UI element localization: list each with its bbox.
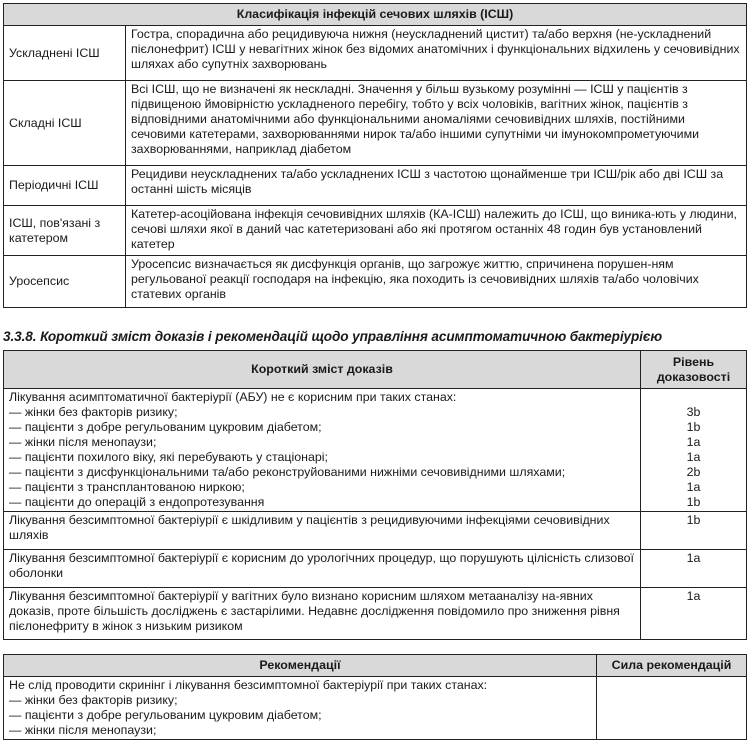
level-value: 1a xyxy=(641,588,747,640)
classification-title: Класифікація інфекцій сечових шляхів (ІСШ) xyxy=(4,4,747,26)
level-value: 1b xyxy=(641,512,747,550)
classification-description: Гостра, спорадична або рецидивуюча нижня (неускладнений цистит) та/або верхня (не-ускладнений пієлонефрит) ІСШ у невагітних жінок без відомих анатомічних і функціональних відхилень у сечовивідних шляхах або супутніх захворювань xyxy=(126,26,747,81)
evidence-item: — жінки після менопаузи; xyxy=(9,435,157,449)
strength-cell xyxy=(597,677,747,740)
evidence-cell: Лікування безсимптомної бактеріурії є корисним до урологічних процедур, що порушують цілісність слизової оболонки xyxy=(4,550,641,588)
classification-description: Уросепсис визначається як дисфункція органів, що загрожує життю, спричинена порушен-ням регульованої реакції господаря на інфекцію, яка походить із сечовивідних шляхів та/або чоловічих статевих органів xyxy=(126,256,747,308)
evidence-col-header: Короткий зміст доказів xyxy=(4,351,641,389)
recommendations-col-header: Рекомендації xyxy=(4,655,597,677)
evidence-item: — жінки без факторів ризику; xyxy=(9,405,178,419)
level-value: 1b xyxy=(686,495,701,509)
level-value: 1a xyxy=(686,480,701,494)
level-value: 2b xyxy=(686,465,701,479)
classification-name: Ускладнені ІСШ xyxy=(4,26,126,81)
evidence-item: — пацієнти похилого віку, які перебувають у стаціонарі; xyxy=(9,450,328,464)
evidence-item: — пацієнти з дисфункціональними та/або реконструйованими нижніми сечовивідними шляхами; xyxy=(9,465,566,479)
evidence-intro: Лікування асимптоматичної бактеріурії (АБУ) не є корисним при таких станах: xyxy=(9,390,457,404)
recommendation-item: — жінки без факторів ризику; xyxy=(9,693,178,707)
recommendation-intro: Не слід проводити скринінг і лікування безсимптомної бактеріурії при таких станах: xyxy=(9,678,488,692)
evidence-cell xyxy=(4,389,641,512)
classification-name: Складні ІСШ xyxy=(4,81,126,166)
recommendation-item: — пацієнти з добре регульованим цукровим діабетом; xyxy=(9,708,322,722)
level-value: 1a xyxy=(686,435,701,449)
recommendation-item: — жінки після менопаузи; xyxy=(9,723,157,737)
recommendation-cell xyxy=(4,677,597,740)
section-heading: 3.3.8. Короткий зміст доказів і рекомендацій щодо управління асимптоматичною бактеріурією xyxy=(3,329,663,344)
level-value: 1a xyxy=(641,550,747,588)
level-col-header: Рівень доказовості xyxy=(641,351,747,389)
classification-description: Рецидиви неускладнених та/або ускладнених ІСШ з частотою щонайменше три ІСШ/рік або дві ІСШ за останні шість місяців xyxy=(126,166,747,206)
classification-name: ІСШ, пов'язані з катетером xyxy=(4,206,126,256)
evidence-cell: Лікування безсимптомної бактеріурії є шкідливим у пацієнтів з рецидивуючими інфекціями сечовивідних шляхів xyxy=(4,512,641,550)
level-cell xyxy=(641,389,747,512)
classification-description: Катетер-асоційована інфекція сечовивідних шляхів (КА-ІСШ) належить до ІСШ, що виника-ють у людини, сечові шляхи якої в даний час катетеризовані або які протягом останніх 48 годин був установлений катетер xyxy=(126,206,747,256)
classification-name: Уросепсис xyxy=(4,256,126,308)
recommendations-table xyxy=(3,654,747,740)
evidence-table xyxy=(3,350,747,640)
classification-name: Періодичні ІСШ xyxy=(4,166,126,206)
evidence-item: — пацієнти з добре регульованим цукровим діабетом; xyxy=(9,420,322,434)
level-value: 3b xyxy=(686,405,701,419)
strength-col-header: Сила рекомендацій xyxy=(597,655,747,677)
level-value: 1a xyxy=(686,450,701,464)
classification-table xyxy=(3,3,747,308)
classification-description: Всі ІСШ, що не визначені як нескладні. Значення у більш вузькому розумінні — ІСШ у пацієнтів з підвищеною ймовірністю ускладненого перебігу, тобто у всіх чоловіків, вагітних жінок, пацієнтів з відповідними анатомічними або функціональними аномаліями сечовивідних шляхів, постійними сечовими катетерами, захворюваннями нирок та/або іншими супутніми чи імунокомпрометуючими захворюваннями, наприклад діабетом xyxy=(126,81,747,166)
evidence-cell: Лікування безсимптомної бактеріурії у вагітних було визнано корисним шляхом метааналізу на-явних доказів, проте більшість досліджень є застарілими. Недавнє дослідження повідомило про зниження рівня пієлонефриту в жінок з низьким ризиком xyxy=(4,588,641,640)
evidence-item: — пацієнти з трансплантованою ниркою; xyxy=(9,480,245,494)
evidence-item: — пацієнти до операцій з ендопротезування xyxy=(9,495,265,509)
level-value: 1b xyxy=(686,420,701,434)
